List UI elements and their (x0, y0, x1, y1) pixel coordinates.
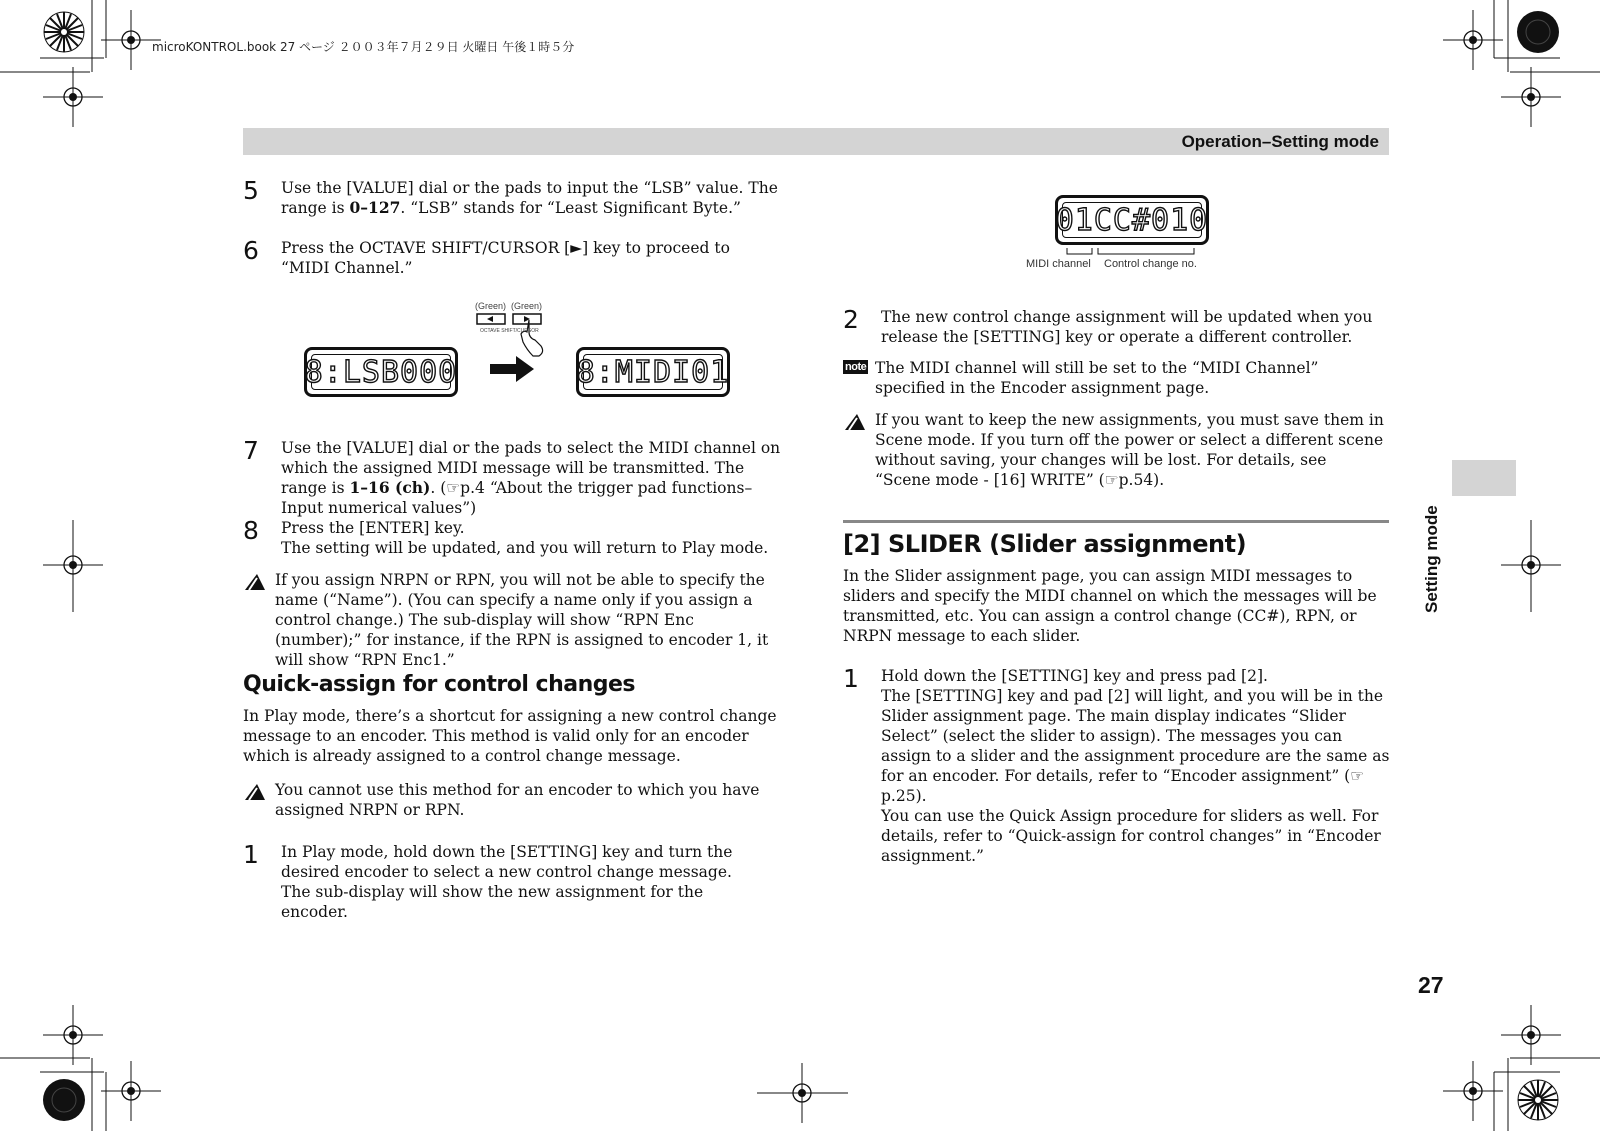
warning-icon (243, 782, 267, 802)
step-text: The new control change assignment will be updated when you release the [SETTING] key or operate a different controller. (881, 308, 1373, 346)
step-text: Use the [VALUE] dial or the pads to select the MIDI channel on which the assigned MIDI message will be transmitted. The range is 1–16 (ch). (☞p.4 “About the trigger pad functions–Input numerical values”) (281, 439, 781, 517)
note-text: The MIDI channel will still be set to the “MIDI Channel” specified in the Encoder assignment page. (875, 359, 1319, 397)
slider-paragraph: In the Slider assignment page, you can assign MIDI messages to sliders and specify the MIDI channel on which the messages will be transmitted, etc. You can assign a control change (CC#), RPN, or NRPN message to each slider. (843, 567, 1377, 645)
step-number: 2 (843, 305, 859, 334)
octave-shift-label: OCTAVE SHIFT/CURSOR (480, 328, 539, 334)
step-number: 7 (243, 436, 259, 465)
lcd-display-midi (576, 347, 730, 397)
lcd-brackets (1060, 246, 1200, 258)
side-tab-label: Setting mode (1422, 505, 1441, 613)
banner-title: Operation–Setting mode (1181, 132, 1379, 151)
step-text: In Play mode, hold down the [SETTING] key and turn the desired encoder to select a new control change message. The sub-display will show the new assignment for the encoder. (281, 843, 733, 921)
step-number: 1 (843, 664, 859, 693)
step-text: Press the [ENTER] key. The setting will be updated, and you will return to Play mode. (281, 519, 769, 557)
lcd-display-cc (1055, 195, 1209, 245)
midi-channel-label: MIDI channel (1026, 258, 1091, 270)
step-text: Use the [VALUE] dial or the pads to input the “LSB” value. The range is 0–127. “LSB” stands for “Least Significant Byte.” (281, 179, 778, 217)
step-number: 8 (243, 516, 259, 545)
section-rule (843, 520, 1389, 523)
book-header-line: microKONTROL.book 27 ページ ２００３年７月２９日 火曜日 午後１時５分 (152, 40, 575, 54)
warning-text: If you want to keep the new assignments, you must save them in Scene mode. If you turn off the power or select a different scene without saving, your changes will be lost. For details, see “Scene mode - [16] WRITE” (☞p.54). (875, 411, 1384, 489)
side-tab-marker (1452, 460, 1516, 496)
step-number: 1 (243, 840, 259, 869)
lcd-text: 8:LSB000 (304, 354, 458, 390)
note-icon: note (845, 361, 867, 373)
green-label-left: (Green) (475, 301, 507, 311)
step-number: 5 (243, 176, 259, 205)
warning-text: You cannot use this method for an encoder to which you have assigned NRPN or RPN. (275, 781, 760, 819)
slider-heading: [2] SLIDER (Slider assignment) (843, 530, 1247, 558)
step-text: Hold down the [SETTING] key and press pad [2]. The [SETTING] key and pad [2] will light, and you will be in the Slider assignment page. The main display indicates “Slider Select” (select the slider to assign). The messages you can assign to a slider and the assignment procedure are the same as for an encoder. For details, refer to “Encoder assignment” (☞p.25). You can use the Quick Assign procedure for sliders as well. For details, refer to “Quick-assign for control changes” in “Encoder assignment.” (881, 667, 1390, 865)
lcd-text: 8:MIDI01 (576, 354, 730, 390)
octave-shift-buttons-illustration (475, 312, 560, 362)
step-text: Press the OCTAVE SHIFT/CURSOR [►] key to proceed to “MIDI Channel.” (281, 239, 730, 277)
warning-text: If you assign NRPN or RPN, you will not be able to specify the name (“Name”). (You can specify a name only if you assign a control change.) The sub-display will show “RPN Enc (number);” for instance, if the RPN is assigned to encoder 1, it will show “RPN Enc1.” (275, 571, 769, 669)
warning-icon (843, 412, 867, 432)
page-number: 27 (1418, 972, 1444, 998)
control-change-label: Control change no. (1104, 258, 1197, 270)
green-label-right: (Green) (511, 301, 543, 311)
lcd-display-lsb (304, 347, 458, 397)
arrow-right-icon (490, 356, 536, 382)
step-number: 6 (243, 236, 259, 265)
lcd-text: 01CC#010 (1055, 202, 1209, 238)
quick-assign-heading: Quick-assign for control changes (243, 672, 636, 697)
section-banner (243, 128, 1389, 155)
quick-assign-paragraph: In Play mode, there’s a shortcut for assigning a new control change message to an encoder. This method is valid only for an encoder which is already assigned to a control change message. (243, 707, 777, 765)
warning-icon (243, 572, 267, 592)
